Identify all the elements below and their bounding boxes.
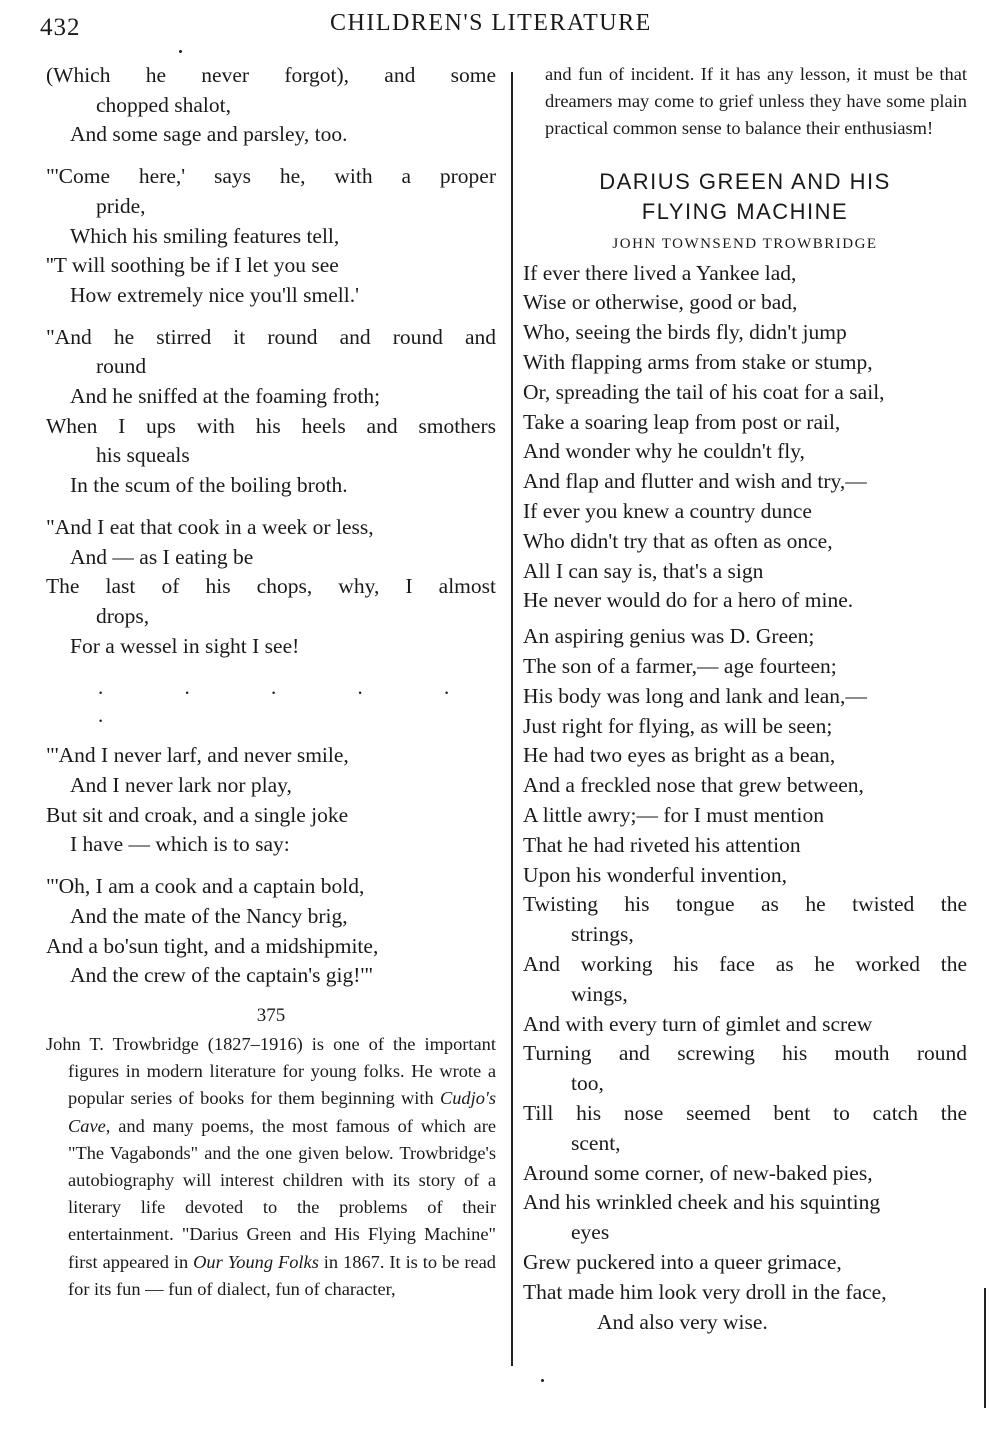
verse-line: But sit and croak, and a single joke bbox=[46, 802, 349, 827]
verse-line: He never would do for a hero of mine. bbox=[523, 588, 854, 613]
author-biography-continued: and fun of incident. If it has any lesson, it must be that dreamers may come to grief unless they have some plain practical common sense to balance their enthusiasm! bbox=[545, 64, 967, 139]
verse-line: Wise or otherwise, good or bad, bbox=[523, 290, 798, 315]
bio-text: John T. Trowbridge (1827–1916) is one of the important figures in modern literature for young folks. He wrote a popular series of books for them beginning with bbox=[46, 1033, 496, 1109]
verse-line: (Which he never forgot), and some bbox=[46, 63, 496, 87]
running-head: CHILDREN'S LITERATURE bbox=[330, 10, 652, 36]
verse-line: The last of his chops, why, I almost bbox=[46, 574, 496, 599]
bio-text: , and many poems, the most famous of which are "The Vagabonds" and the one given below. Trowbridge's autobiography will interest children with its story of a literary life devoted to the problems of their entertainment. "Darius Green and His Flying Machine" first appeared in bbox=[68, 1115, 496, 1272]
verse-line: "And he stirred it round and round and bbox=[46, 324, 496, 349]
verse-line: And the mate of the Nancy brig, bbox=[70, 903, 348, 928]
stanza bbox=[46, 513, 496, 662]
verse-line: An aspiring genius was D. Green; bbox=[523, 624, 815, 649]
verse-line: And wonder why he couldn't fly, bbox=[523, 439, 805, 464]
bio-text: in 1867. It is to be read for its fun — fun of dialect, fun of character, bbox=[68, 1251, 496, 1299]
selection-number: 375 bbox=[256, 1004, 286, 1026]
verse-line: And also very wise. bbox=[597, 1309, 768, 1334]
verse-line: round bbox=[96, 354, 147, 379]
verse-line: With flapping arms from stake or stump, bbox=[523, 350, 873, 374]
verse-line: eyes bbox=[571, 1220, 610, 1245]
verse-line: And some sage and parsley, too. bbox=[70, 122, 348, 147]
verse-line: strings, bbox=[571, 922, 634, 947]
margin-rule bbox=[984, 1288, 986, 1408]
verse-line: Around some corner, of new-baked pies, bbox=[523, 1160, 873, 1185]
verse-line: And flap and flutter and wish and try,— bbox=[523, 469, 867, 494]
verse-line: A little awry;— for I must mention bbox=[523, 802, 824, 827]
column-divider bbox=[511, 72, 513, 1366]
verse-line: And a bo'sun tight, and a midshipmite, bbox=[46, 933, 379, 958]
poem-author: JOHN TOWNSEND TROWBRIDGE bbox=[612, 235, 878, 252]
verse-line: And a freckled nose that grew between, bbox=[523, 773, 864, 798]
poem-title: DARIUS GREEN AND HIS bbox=[599, 168, 891, 194]
verse-line: That he had riveted his attention bbox=[523, 832, 801, 857]
verse-line: Grew puckered into a queer grimace, bbox=[523, 1249, 842, 1274]
print-speck bbox=[179, 50, 182, 53]
verse-line: Till his nose seemed bent to catch the bbox=[523, 1100, 967, 1125]
verse-line: And he sniffed at the foaming froth; bbox=[70, 384, 381, 409]
verse-line: The son of a farmer,— age fourteen; bbox=[523, 653, 837, 678]
verse-line: I have — which is to say: bbox=[70, 832, 290, 857]
stanza bbox=[523, 259, 967, 617]
verse-line: If ever you knew a country dunce bbox=[523, 498, 812, 523]
verse-line: Which his smiling features tell, bbox=[70, 223, 340, 248]
verse-line: "'Oh, I am a cook and a captain bold, bbox=[46, 874, 365, 899]
verse-line: Upon his wonderful invention, bbox=[523, 862, 787, 887]
verse-line: too, bbox=[571, 1071, 604, 1096]
verse-line: drops, bbox=[96, 603, 150, 628]
verse-line: Take a soaring leap from post or rail, bbox=[523, 409, 841, 434]
omission-ellipsis: . . . . . . bbox=[98, 675, 488, 728]
verse-line: All I can say is, that's a sign bbox=[523, 558, 764, 583]
page-header bbox=[40, 6, 990, 40]
book-title: Cudjo's Cave bbox=[68, 1088, 496, 1136]
verse-line: Who, seeing the birds fly, didn't jump bbox=[523, 320, 847, 345]
verse-line: And — as I eating be bbox=[70, 544, 254, 569]
stanza bbox=[46, 741, 496, 860]
poem-title: FLYING MACHINE bbox=[641, 198, 849, 224]
verse-line: And I never lark nor play, bbox=[70, 773, 292, 798]
stanza bbox=[523, 622, 967, 1337]
verse-line: Or, spreading the tail of his coat for a sail, bbox=[523, 379, 885, 404]
verse-line: And working his face as he worked the bbox=[523, 951, 967, 976]
verse-line: Turning and screwing his mouth round bbox=[523, 1041, 967, 1066]
verse-line: In the scum of the boiling broth. bbox=[70, 473, 348, 498]
verse-line: When I ups with his heels and smothers bbox=[46, 413, 496, 438]
verse-line: For a wessel in sight I see! bbox=[70, 633, 300, 658]
verse-line: If ever there lived a Yankee lad, bbox=[523, 260, 797, 285]
print-speck bbox=[541, 1379, 544, 1382]
verse-line: Just right for flying, as will be seen; bbox=[523, 713, 833, 738]
verse-line: Twisting his tongue as he twisted the bbox=[523, 892, 967, 917]
verse-line: chopped shalot, bbox=[96, 92, 231, 117]
verse-line: He had two eyes as bright as a bean, bbox=[523, 743, 836, 768]
page-number: 432 bbox=[40, 14, 81, 41]
verse-line: And the crew of the captain's gig!'" bbox=[70, 963, 374, 988]
stanza bbox=[46, 61, 496, 150]
verse-line: his squeals bbox=[96, 443, 190, 468]
verse-line: And with every turn of gimlet and screw bbox=[523, 1011, 873, 1036]
verse-line: "And I eat that cook in a week or less, bbox=[46, 514, 374, 539]
verse-line: ''T will soothing be if I let you see bbox=[46, 253, 339, 278]
verse-line: "'Come here,' says he, with a proper bbox=[46, 164, 496, 189]
author-biography bbox=[46, 1031, 496, 1303]
stanza bbox=[46, 872, 496, 991]
verse-line: pride, bbox=[96, 193, 146, 218]
right-column bbox=[523, 61, 967, 1343]
verse-line: wings, bbox=[571, 981, 628, 1006]
stanza bbox=[46, 323, 496, 501]
left-column bbox=[46, 61, 496, 1303]
verse-line: scent, bbox=[571, 1130, 621, 1155]
verse-line: His body was long and lank and lean,— bbox=[523, 683, 867, 708]
verse-line: "'And I never larf, and never smile, bbox=[46, 743, 349, 768]
magazine-title: Our Young Folks bbox=[193, 1251, 319, 1272]
verse-line: That made him look very droll in the face, bbox=[523, 1279, 887, 1304]
verse-line: Who didn't try that as often as once, bbox=[523, 528, 833, 553]
verse-line: How extremely nice you'll smell.' bbox=[70, 282, 359, 307]
stanza bbox=[46, 162, 496, 311]
verse-line: And his wrinkled cheek and his squinting bbox=[523, 1190, 881, 1215]
